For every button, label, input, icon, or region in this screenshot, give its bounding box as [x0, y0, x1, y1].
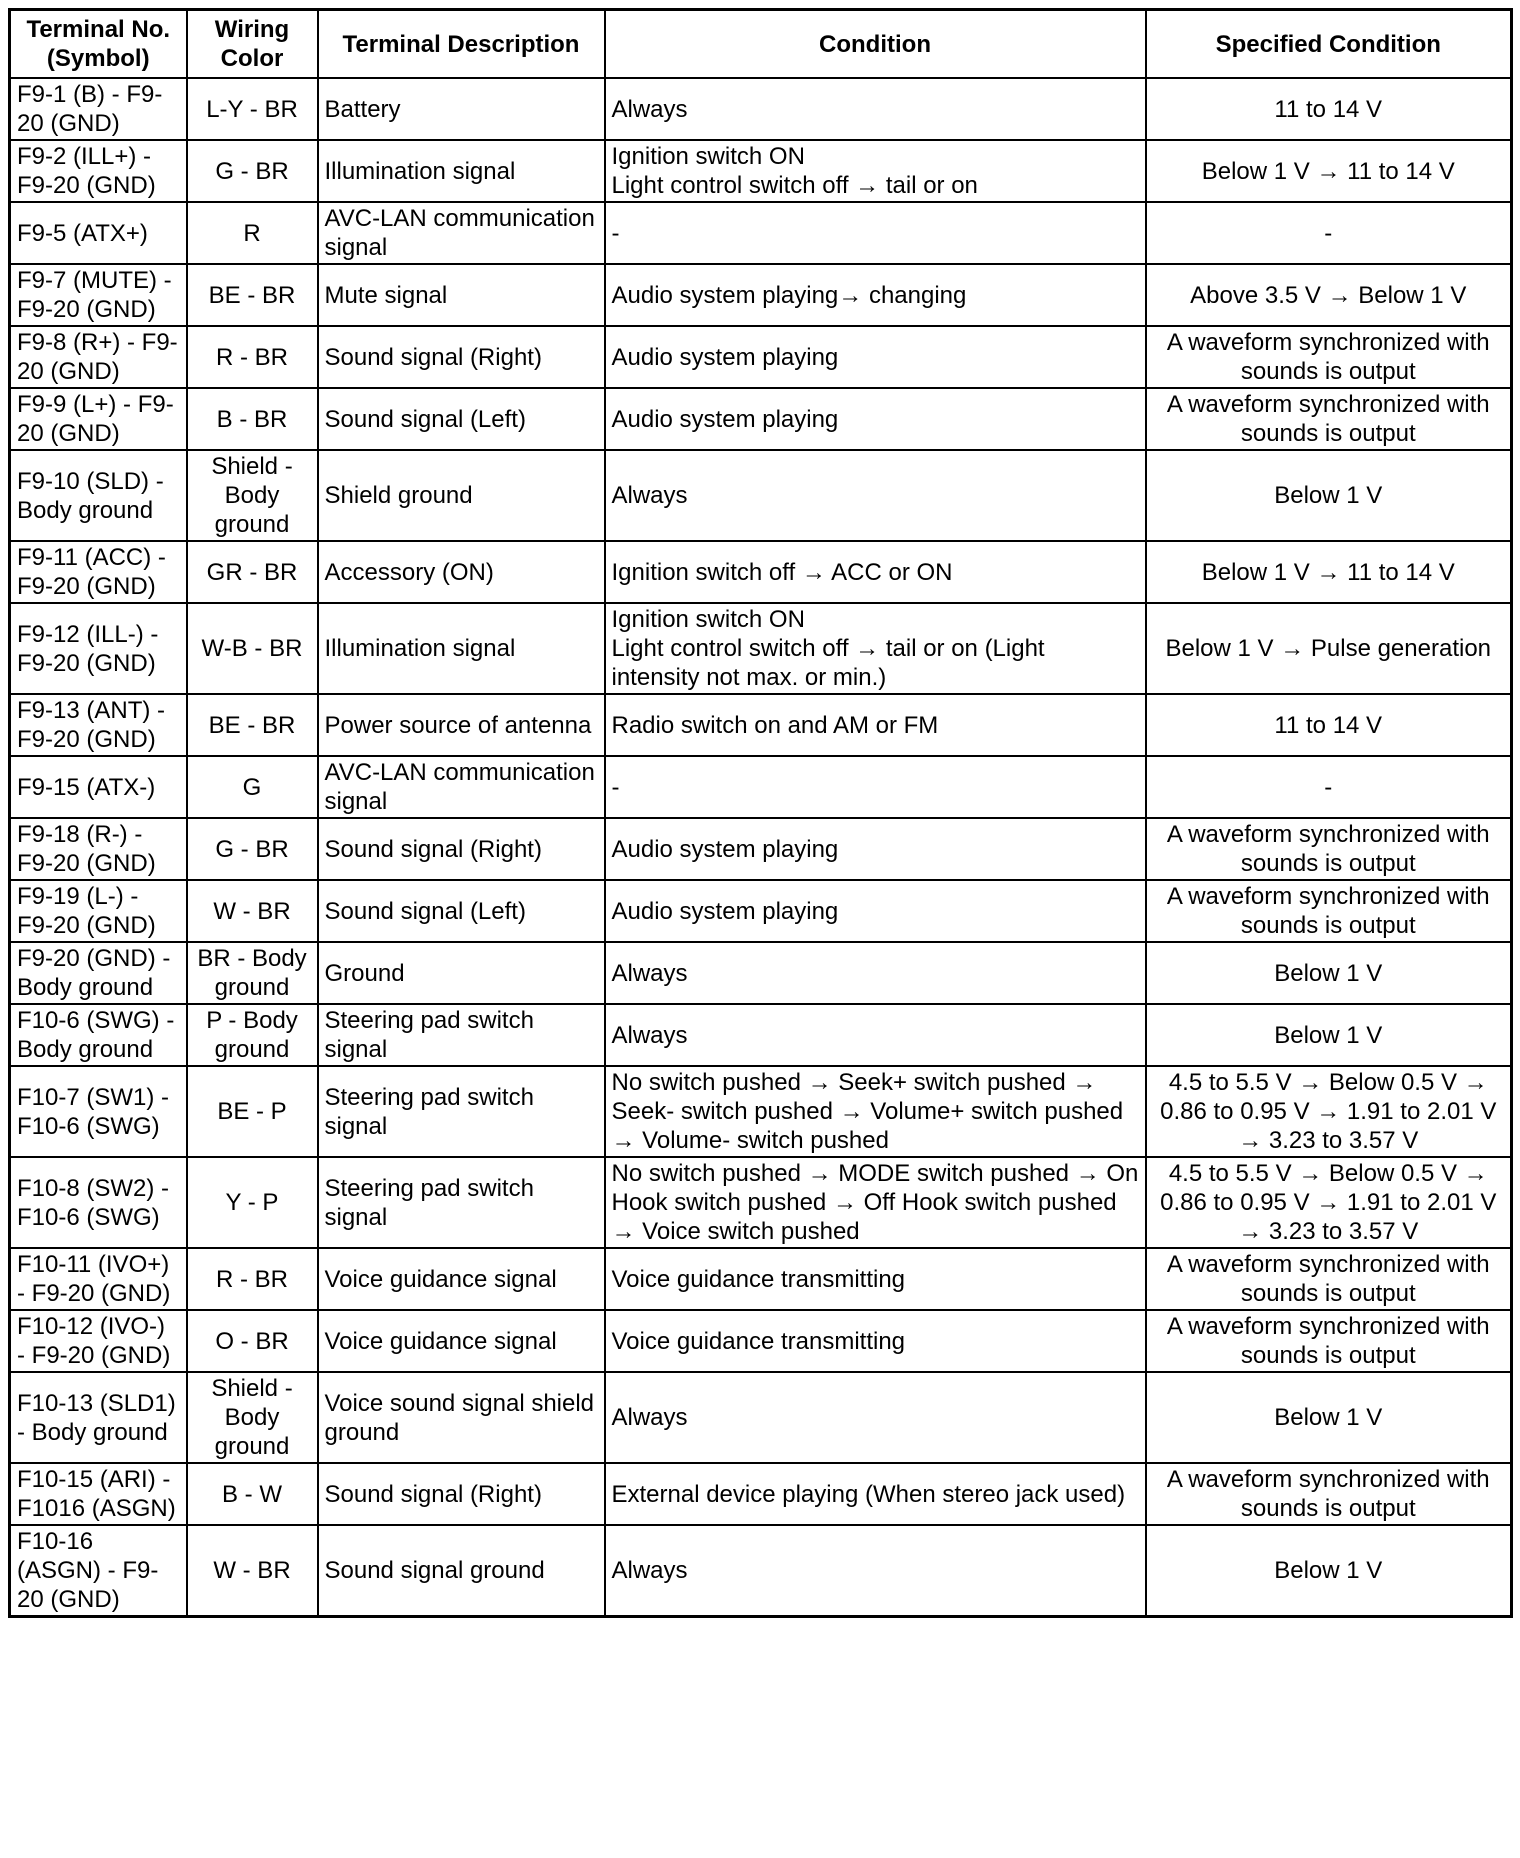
cell-wiring: G	[187, 756, 318, 818]
cell-terminal: F10-11 (IVO+) - F9-20 (GND)	[10, 1248, 187, 1310]
cell-terminal: F10-15 (ARI) - F1016 (ASGN)	[10, 1463, 187, 1525]
cell-condition: Voice guidance transmitting	[605, 1310, 1146, 1372]
cell-terminal: F9-5 (ATX+)	[10, 202, 187, 264]
table-row	[10, 880, 1512, 942]
header-wiring: Wiring Color	[187, 10, 318, 79]
cell-condition: Always	[605, 942, 1146, 1004]
cell-terminal: F10-6 (SWG) - Body ground	[10, 1004, 187, 1066]
cell-specified: A waveform synchronized with sounds is output	[1146, 818, 1512, 880]
header-condition: Condition	[605, 10, 1146, 79]
cell-description: Mute signal	[318, 264, 605, 326]
cell-terminal: F10-13 (SLD1) - Body ground	[10, 1372, 187, 1463]
cell-specified: Below 1 V	[1146, 1372, 1512, 1463]
cell-wiring: G - BR	[187, 140, 318, 202]
cell-terminal: F9-12 (ILL-) - F9-20 (GND)	[10, 603, 187, 694]
cell-specified: A waveform synchronized with sounds is output	[1146, 326, 1512, 388]
cell-terminal: F9-8 (R+) - F9-20 (GND)	[10, 326, 187, 388]
cell-condition: Radio switch on and AM or FM	[605, 694, 1146, 756]
cell-wiring: L-Y - BR	[187, 78, 318, 140]
cell-condition: -	[605, 202, 1146, 264]
cell-wiring: P - Body ground	[187, 1004, 318, 1066]
table-row	[10, 541, 1512, 603]
table-row	[10, 1525, 1512, 1617]
cell-condition: Voice guidance transmitting	[605, 1248, 1146, 1310]
cell-wiring: BE - BR	[187, 694, 318, 756]
cell-terminal: F9-11 (ACC) - F9-20 (GND)	[10, 541, 187, 603]
cell-wiring: BE - P	[187, 1066, 318, 1157]
table-row	[10, 818, 1512, 880]
cell-terminal: F9-20 (GND) - Body ground	[10, 942, 187, 1004]
table-body	[10, 78, 1512, 1617]
table-row	[10, 202, 1512, 264]
table-row	[10, 1004, 1512, 1066]
cell-terminal: F10-8 (SW2) - F10-6 (SWG)	[10, 1157, 187, 1248]
cell-description: Steering pad switch signal	[318, 1066, 605, 1157]
cell-condition: Audio system playing	[605, 388, 1146, 450]
cell-specified: 4.5 to 5.5 V → Below 0.5 V → 0.86 to 0.95 V → 1.91 to 2.01 V → 3.23 to 3.57 V	[1146, 1157, 1512, 1248]
cell-specified: A waveform synchronized with sounds is output	[1146, 880, 1512, 942]
cell-wiring: W-B - BR	[187, 603, 318, 694]
table-row	[10, 1157, 1512, 1248]
cell-specified: Below 1 V → Pulse generation	[1146, 603, 1512, 694]
cell-description: Battery	[318, 78, 605, 140]
cell-condition: Audio system playing	[605, 880, 1146, 942]
table-row	[10, 78, 1512, 140]
cell-condition: Always	[605, 1372, 1146, 1463]
cell-description: Steering pad switch signal	[318, 1157, 605, 1248]
cell-specified: -	[1146, 756, 1512, 818]
table-row	[10, 942, 1512, 1004]
cell-description: Accessory (ON)	[318, 541, 605, 603]
cell-description: AVC-LAN communication signal	[318, 756, 605, 818]
table-row	[10, 264, 1512, 326]
terminal-table	[8, 8, 1513, 1618]
cell-terminal: F9-9 (L+) - F9-20 (GND)	[10, 388, 187, 450]
cell-description: Illumination signal	[318, 603, 605, 694]
cell-condition: Always	[605, 450, 1146, 541]
cell-condition: Always	[605, 1004, 1146, 1066]
cell-specified: Below 1 V	[1146, 450, 1512, 541]
cell-wiring: R - BR	[187, 326, 318, 388]
cell-condition: Always	[605, 1525, 1146, 1617]
cell-specified: Below 1 V → 11 to 14 V	[1146, 541, 1512, 603]
table-row	[10, 756, 1512, 818]
table-row	[10, 326, 1512, 388]
cell-wiring: BR - Body ground	[187, 942, 318, 1004]
cell-terminal: F9-7 (MUTE) - F9-20 (GND)	[10, 264, 187, 326]
table-row	[10, 1248, 1512, 1310]
cell-specified: 4.5 to 5.5 V → Below 0.5 V → 0.86 to 0.95 V → 1.91 to 2.01 V → 3.23 to 3.57 V	[1146, 1066, 1512, 1157]
cell-terminal: F10-7 (SW1) - F10-6 (SWG)	[10, 1066, 187, 1157]
header-description: Terminal Description	[318, 10, 605, 79]
cell-description: Voice guidance signal	[318, 1248, 605, 1310]
cell-condition: Audio system playing	[605, 326, 1146, 388]
cell-terminal: F9-19 (L-) - F9-20 (GND)	[10, 880, 187, 942]
cell-condition: Ignition switch ON Light control switch off → tail or on (Light intensity not max. or min.)	[605, 603, 1146, 694]
cell-wiring: W - BR	[187, 1525, 318, 1617]
cell-description: Sound signal (Left)	[318, 388, 605, 450]
cell-specified: Above 3.5 V → Below 1 V	[1146, 264, 1512, 326]
cell-description: Sound signal (Right)	[318, 326, 605, 388]
cell-terminal: F10-12 (IVO-) - F9-20 (GND)	[10, 1310, 187, 1372]
cell-description: Sound signal (Left)	[318, 880, 605, 942]
table-row	[10, 694, 1512, 756]
cell-specified: Below 1 V	[1146, 942, 1512, 1004]
table-row	[10, 1463, 1512, 1525]
cell-terminal: F9-13 (ANT) - F9-20 (GND)	[10, 694, 187, 756]
cell-description: Steering pad switch signal	[318, 1004, 605, 1066]
cell-wiring: BE - BR	[187, 264, 318, 326]
cell-description: Sound signal (Right)	[318, 818, 605, 880]
cell-wiring: G - BR	[187, 818, 318, 880]
cell-specified: A waveform synchronized with sounds is output	[1146, 1310, 1512, 1372]
terminal-table-container	[8, 8, 1513, 1618]
cell-wiring: W - BR	[187, 880, 318, 942]
cell-condition: No switch pushed → Seek+ switch pushed → Seek- switch pushed → Volume+ switch pushed → Volume- switch pushed	[605, 1066, 1146, 1157]
cell-description: Voice guidance signal	[318, 1310, 605, 1372]
cell-description: Sound signal (Right)	[318, 1463, 605, 1525]
cell-condition: Audio system playing→ changing	[605, 264, 1146, 326]
cell-specified: -	[1146, 202, 1512, 264]
cell-description: Ground	[318, 942, 605, 1004]
cell-terminal: F9-2 (ILL+) - F9-20 (GND)	[10, 140, 187, 202]
cell-condition: Always	[605, 78, 1146, 140]
table-row	[10, 140, 1512, 202]
header-specified: Specified Condition	[1146, 10, 1512, 79]
table-row	[10, 388, 1512, 450]
table-row	[10, 1066, 1512, 1157]
header-terminal: Terminal No. (Symbol)	[10, 10, 187, 79]
cell-specified: Below 1 V	[1146, 1004, 1512, 1066]
cell-wiring: GR - BR	[187, 541, 318, 603]
cell-description: AVC-LAN communication signal	[318, 202, 605, 264]
header-row	[10, 10, 1512, 79]
cell-wiring: O - BR	[187, 1310, 318, 1372]
cell-description: Shield ground	[318, 450, 605, 541]
cell-wiring: B - BR	[187, 388, 318, 450]
cell-condition: Audio system playing	[605, 818, 1146, 880]
cell-wiring: R - BR	[187, 1248, 318, 1310]
cell-description: Illumination signal	[318, 140, 605, 202]
cell-terminal: F9-10 (SLD) - Body ground	[10, 450, 187, 541]
cell-wiring: Shield - Body ground	[187, 450, 318, 541]
cell-description: Power source of antenna	[318, 694, 605, 756]
table-row	[10, 1310, 1512, 1372]
cell-condition: External device playing (When stereo jack used)	[605, 1463, 1146, 1525]
cell-specified: 11 to 14 V	[1146, 694, 1512, 756]
cell-specified: A waveform synchronized with sounds is output	[1146, 1248, 1512, 1310]
cell-terminal: F9-15 (ATX-)	[10, 756, 187, 818]
cell-specified: A waveform synchronized with sounds is output	[1146, 388, 1512, 450]
table-row	[10, 1372, 1512, 1463]
cell-specified: Below 1 V	[1146, 1525, 1512, 1617]
cell-condition: -	[605, 756, 1146, 818]
cell-condition: Ignition switch ON Light control switch off → tail or on	[605, 140, 1146, 202]
cell-wiring: B - W	[187, 1463, 318, 1525]
table-row	[10, 450, 1512, 541]
cell-specified: 11 to 14 V	[1146, 78, 1512, 140]
cell-specified: A waveform synchronized with sounds is output	[1146, 1463, 1512, 1525]
cell-specified: Below 1 V → 11 to 14 V	[1146, 140, 1512, 202]
cell-terminal: F9-1 (B) - F9-20 (GND)	[10, 78, 187, 140]
cell-condition: No switch pushed → MODE switch pushed → On Hook switch pushed → Off Hook switch pushed → Voice switch pushed	[605, 1157, 1146, 1248]
cell-wiring: Y - P	[187, 1157, 318, 1248]
cell-wiring: R	[187, 202, 318, 264]
cell-description: Voice sound signal shield ground	[318, 1372, 605, 1463]
cell-terminal: F10-16 (ASGN) - F9-20 (GND)	[10, 1525, 187, 1617]
cell-terminal: F9-18 (R-) - F9-20 (GND)	[10, 818, 187, 880]
cell-wiring: Shield - Body ground	[187, 1372, 318, 1463]
cell-condition: Ignition switch off → ACC or ON	[605, 541, 1146, 603]
table-row	[10, 603, 1512, 694]
cell-description: Sound signal ground	[318, 1525, 605, 1617]
